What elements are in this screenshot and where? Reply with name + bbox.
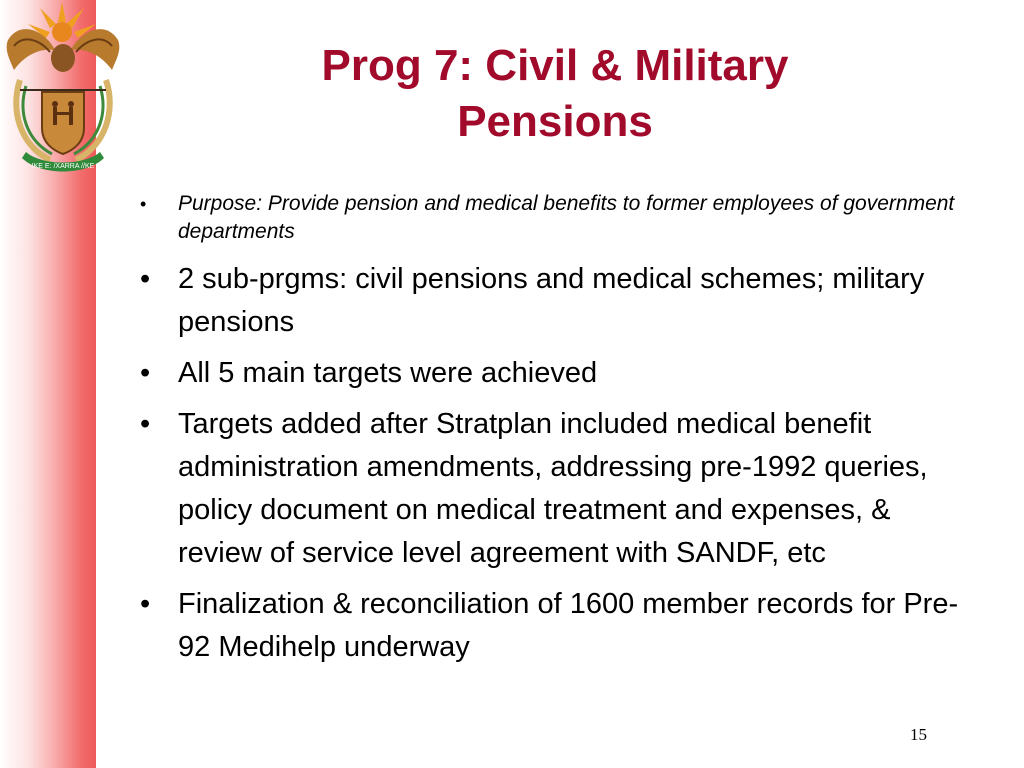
bullet-item bbox=[138, 258, 978, 344]
coat-of-arms-emblem-icon bbox=[0, 0, 140, 182]
bullet-glyph: • bbox=[140, 357, 151, 389]
bullet-glyph: • bbox=[140, 408, 151, 440]
bullet-text-finalization: Finalization & reconciliation of 1600 member records for Pre-92 Medihelp underway bbox=[178, 588, 959, 663]
bullet-item bbox=[138, 403, 978, 575]
page-number: 15 bbox=[910, 725, 927, 744]
bullet-text-sub-programmes: 2 sub-prgms: civil pensions and medical schemes; military pensions bbox=[178, 263, 925, 338]
bullet-item bbox=[138, 190, 978, 246]
bullet-glyph: • bbox=[140, 588, 151, 620]
bullet-list bbox=[138, 190, 978, 677]
bullet-text-purpose: Purpose: Provide pension and medical benefits to former employees of government departments bbox=[178, 192, 955, 243]
slide-title: Prog 7: Civil & Military Pensions bbox=[321, 41, 789, 146]
bullet-text-targets-added: Targets added after Stratplan included medical benefit administration amendments, addressing pre-1992 queries, policy document on medical treatment and expenses, & review of service level agreement with SANDF, etc bbox=[178, 408, 928, 569]
bullet-text-targets-achieved: All 5 main targets were achieved bbox=[178, 357, 598, 389]
bullet-glyph: • bbox=[140, 194, 147, 214]
bullet-item bbox=[138, 352, 978, 395]
bullet-glyph: • bbox=[140, 263, 151, 295]
bullet-item bbox=[138, 583, 978, 669]
emblem-motto: !KE E: /XARRA //KE bbox=[31, 163, 95, 170]
